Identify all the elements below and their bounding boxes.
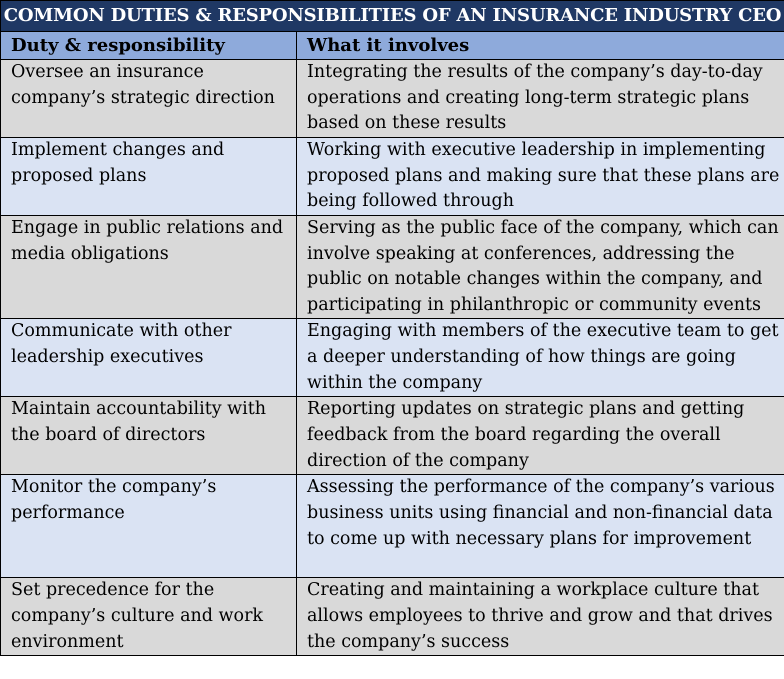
table-row — [1, 319, 784, 397]
involves-cell: Reporting updates on strategic plans and getting feedback from the board regarding the overall direction of the company — [297, 397, 784, 475]
table-title: COMMON DUTIES & RESPONSIBILITIES OF AN INSURANCE INDUSTRY CEO — [1, 1, 784, 32]
table-row — [1, 60, 784, 138]
column-header-involves: What it involves — [297, 32, 784, 60]
table-row — [1, 216, 784, 319]
involves-cell: Engaging with members of the executive team to get a deeper understanding of how things are going within the company — [297, 319, 784, 397]
duty-cell: Communicate with other leadership executives — [1, 319, 297, 397]
duty-cell: Set precedence for the company’s culture and work environment — [1, 578, 297, 656]
table-title-row — [1, 1, 784, 32]
involves-cell: Working with executive leadership in implementing proposed plans and making sure that these plans are being followed through — [297, 138, 784, 216]
table-row — [1, 397, 784, 475]
involves-cell: Serving as the public face of the company, which can involve speaking at conferences, addressing the public on notable changes within the company, and participating in philanthropic or community events — [297, 216, 784, 319]
column-header-duty: Duty & responsibility — [1, 32, 297, 60]
duty-cell: Monitor the company’s performance — [1, 475, 297, 578]
table-row — [1, 578, 784, 656]
table-header-row — [1, 32, 784, 60]
duty-cell: Maintain accountability with the board of directors — [1, 397, 297, 475]
table-row — [1, 138, 784, 216]
involves-cell: Creating and maintaining a workplace culture that allows employees to thrive and grow and that drives the company’s success — [297, 578, 784, 656]
involves-cell: Assessing the performance of the company’s various business units using financial and non-financial data to come up with necessary plans for improvement — [297, 475, 784, 578]
duty-cell: Implement changes and proposed plans — [1, 138, 297, 216]
duty-cell: Oversee an insurance company’s strategic direction — [1, 60, 297, 138]
table-row — [1, 475, 784, 578]
duty-cell: Engage in public relations and media obligations — [1, 216, 297, 319]
involves-cell: Integrating the results of the company’s day-to-day operations and creating long-term strategic plans based on these results — [297, 60, 784, 138]
